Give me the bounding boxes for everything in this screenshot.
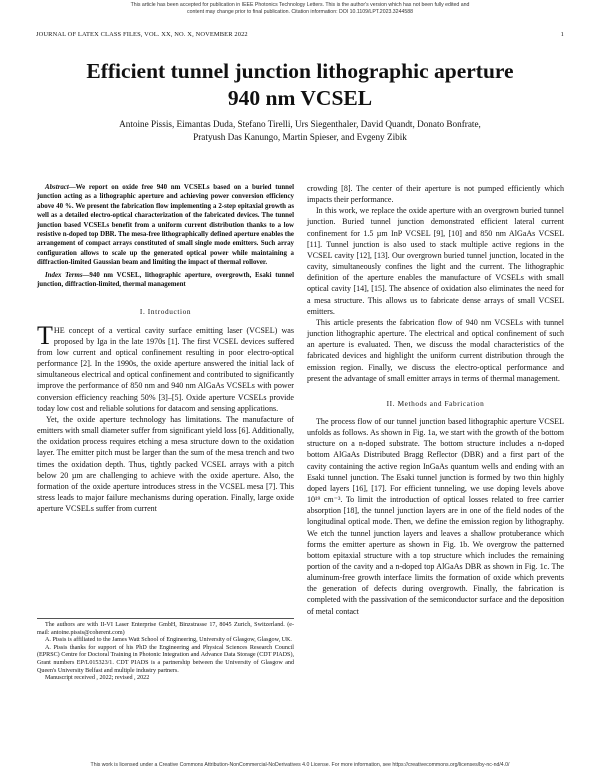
page-number: 1	[560, 31, 564, 38]
index-terms-text: —940 nm VCSEL, lithographic aperture, overgrowth, Esaki tunnel junction, diffraction-limited, thermal management	[37, 271, 294, 289]
footnotes	[37, 618, 294, 683]
intro-paragraph: This article presents the fabrication flow of 940 nm VCSELs with tunnel junction lithographic aperture. The electrical and optical confinement of such an aperture is evaluated. Then, we discuss the modal characteristics of the fabricated devices and highlight the uniform current distribution through the emission region. Finally, we discuss the electro-optical performance and present the advantage of small emitter arrays in terms of thermal management.	[307, 317, 564, 383]
publication-notice-line: This article has been accepted for publication in IEEE Photonics Technology Letters. This is the author's version which has not been fully edited and	[130, 2, 470, 8]
intro-paragraph	[37, 320, 294, 414]
abstract-text: —We report on oxide free 940 nm VCSELs based on a buried tunnel junction acting as a lithographic aperture and achieving power conversion efficiency above 40 %. We present the fabrication flow implementing a 2-step epitaxial growth as well as a detailed electro-optical characterization of the fabricated devices. The tunnel junction based VCSELs benefit from a uniform current distribution thanks to a low resistive n-doped top DBR. The mesa-free lithographically defined aperture enables the arrangement of compact arrays constituted of small single mode emitters. Such array configuration allows to scale up the generated optical power while maintaining a diffraction-limited Gaussian beam and limiting the impact of thermal rollover.	[37, 184, 294, 267]
publication-notice-line: content may change prior to final publication. Citation information: DOI 10.1109/LPT.2023.3244588	[187, 9, 413, 15]
intro-paragraph: Yet, the oxide aperture technology has limitations. The manufacture of emitters with small diameter suffer from significant yield loss [6]. Additionally, the oxidation process requires etching a mesa structure down to the oxidation layer. The emitter pitch must be larger than the sum of the mesa trench and two times the oxidation depth. Thus, tightly packed VCSEL arrays with a pitch below 20 µm are challenging to achieve with the oxide aperture. Also, the formation of the oxide aperture introduces stress in the VCSEL mesa [7]. This stress leads to major failure mechanisms during operation. Finally, large oxide aperture VCSELs suffer from current	[37, 414, 294, 514]
index-terms-label: Index Terms	[45, 271, 83, 279]
intro-paragraph-text: HE concept of a vertical cavity surface emitting laser (VCSEL) was proposed by Iga in the late 1970s [1]. The first VCSEL devices suffered from low current and optical confinement resulting in poor electro-optical performance [2]. In the 1990s, the oxide aperture answered the initial lack of simultaneous electrical and optical confinement and contributed to significantly improve the performance of 850 nm and 940 nm AlGaAs VCSELs with power conversion efficiency reaching 50% [3]–[5]. Oxide aperture VCSELs provide today low cost and reliable solutions for datacom and sensing applications.	[37, 325, 294, 413]
left-column	[37, 183, 294, 514]
drop-cap: T	[37, 320, 53, 350]
author-line: Pratyush Das Kanungo, Martin Spieser, and Evgeny Zibik	[193, 131, 407, 142]
section-heading-introduction: I. Introduction	[139, 307, 192, 317]
author-line: Antoine Pissis, Eimantas Duda, Stefano Tirelli, Urs Siegenthaler, David Quandt, Donato Bonfrate,	[119, 119, 481, 129]
license-notice: This work is licensed under a Creative Commons Attribution-NonCommercial-NoDerivatives 4.0 License. For more information, see https://creativecommons.org/licenses/by-nc-nd/4.0/	[90, 762, 510, 768]
methods-paragraph: The process flow of our tunnel junction based lithographic aperture VCSEL unfolds as follows. As shown in Fig. 1a, we start with the growth of the bottom structure on a n-doped substrate. The bottom structure includes a n-doped bottom AlGaAs Distributed Bragg Reflector (DBR) and a first part of the cavity containing the active region InGaAs quantum wells and ending with an Esaki tunnel junction. The Esaki tunnel junction is formed by two thin highly doped layers [16], [17]. For efficient tunneling, we use doping levels above 10¹⁹ cm⁻³. To limit the introduction of optical losses related to free carrier absorption [18], the tunnel junction layers are in one of the field nodes of the longitudinal optical mode. Then, we define the emission region by lithography. We etch the tunnel junction layers and leaves a shallow protuberance which forms the emitter aperture as shown in Fig. 1b. We overgrow the patterned bottom epitaxial structure with a top structure which includes the remaining portion of the cavity and a n-doped top AlGaAs DBR as shown in Fig. 1c. The aluminum-free growth interface limits the formation of oxide which prevents the generation of defects during overgrowth. Finally, the fabrication is completed with the passivation of the semiconductor surface and the deposition of metal contact	[307, 416, 564, 616]
running-header	[36, 31, 564, 38]
right-column	[307, 183, 564, 617]
paper-title-line: Efficient tunnel junction lithographic aperture	[86, 59, 514, 83]
paper-title-line: 940 nm VCSEL	[227, 86, 373, 110]
footnote: A. Pissis is affiliated to the James Watt School of Engineering, University of Glasgow, Glasgow, UK.	[45, 637, 292, 644]
author-list	[70, 118, 530, 143]
footnote: The authors are with II-VI Laser Enterprise GmbH, Binzstrasse 17, 8045 Zurich, Switzerland. (e-mail: antoine.pissis@coherent.com)	[37, 622, 294, 636]
journal-name: JOURNAL OF LATEX CLASS FILES, VOL. XX, NO. X, NOVEMBER 2022	[36, 31, 248, 38]
footnote: A. Pissis thanks for support of his PhD the Engineering and Physical Sciences Research Council (EPRSC) Centre for Doctoral Training in Photonic Integration and Advance Data Storage (CDT PIADS), Grant numbers EP/L015323/1. CDT PIADS is a partnership between the University of Glasgow and Queen's University Belfast and multiple industry partners.	[37, 644, 294, 674]
section-heading-methods: II. Methods and Fabrication	[386, 398, 485, 408]
abstract	[37, 183, 294, 268]
intro-paragraph-continued: crowding [8]. The center of their aperture is not pumped efficiently which impacts their performance.	[307, 184, 564, 205]
publication-notice	[60, 2, 540, 16]
index-terms	[37, 271, 294, 290]
footnote: Manuscript received , 2022; revised , 2022	[45, 675, 150, 682]
paper-title	[50, 58, 550, 112]
abstract-label: Abstract	[45, 184, 69, 191]
intro-paragraph: In this work, we replace the oxide aperture with an overgrown buried tunnel junction. Buried tunnel junction demonstrated efficient lateral current confinement for 1.5 µm InP VCSEL [9], [10] and 850 nm AlGaAs VCSEL [11]. Tunnel junction is also used to stack multiple active regions in the VCSEL cavity [12], [13]. Our overgrown buried tunnel junction, located in the cavity, simultaneously confines the light and the current. The lithographic definition of the aperture enables the manufacture of VCSELs with small optical cavity [14], [15]. The absence of oxidation also eliminates the need for a mesa structure. This allows us to fabricate dense arrays of small VCSEL emitters.	[307, 206, 564, 316]
